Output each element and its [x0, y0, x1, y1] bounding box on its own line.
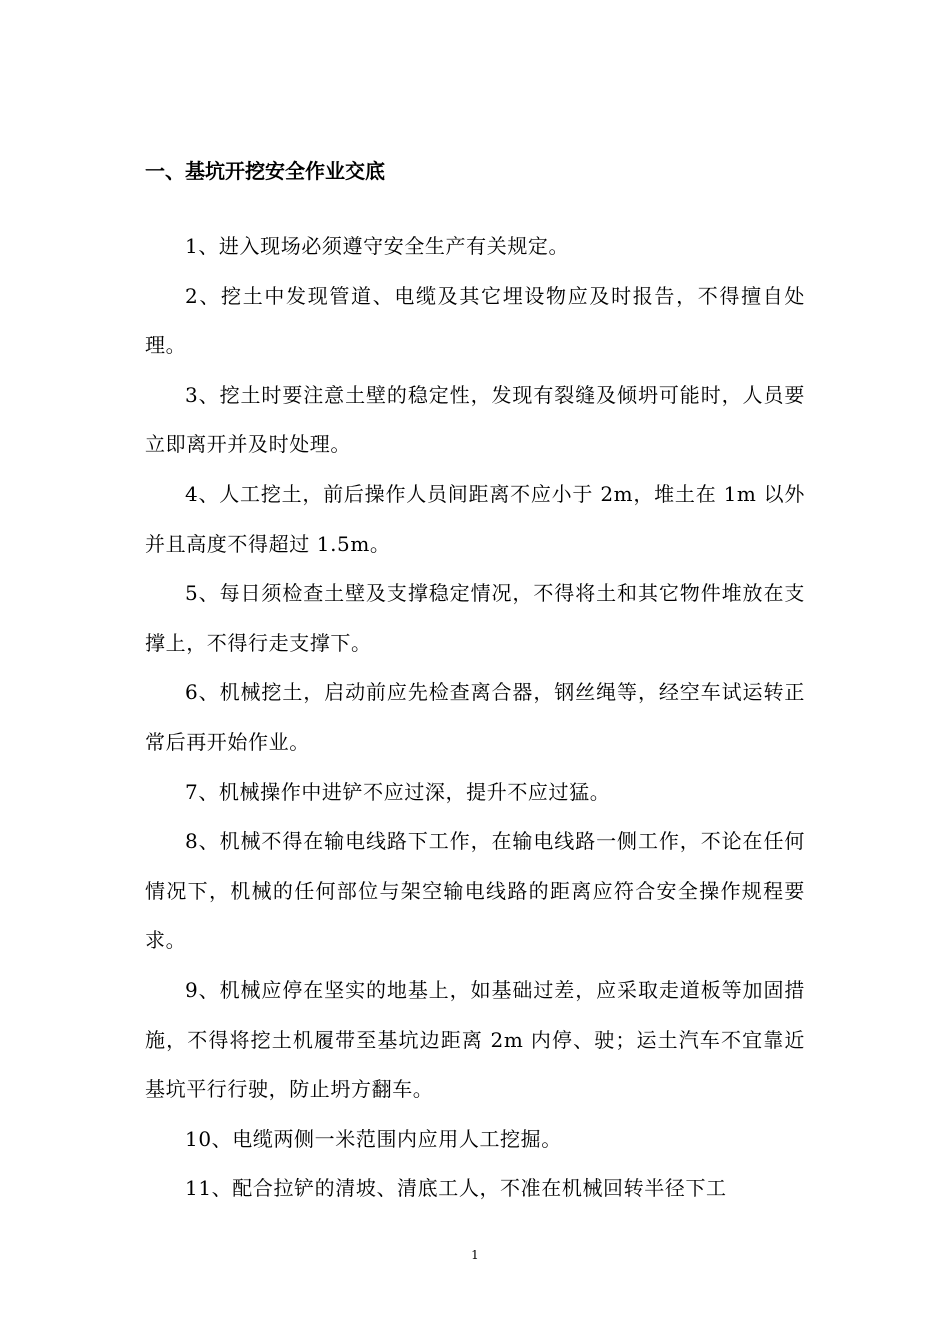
paragraph-10: 10、电缆两侧一米范围内应用人工挖掘。: [185, 1126, 562, 1151]
paragraph-4: 4、人工挖土，前后操作人员间距离不应小于 2m，堆土在 1m 以外并且高度不得超过 1.5m。: [145, 481, 805, 556]
page-number: 1: [471, 1248, 479, 1262]
paragraph-5: 5、每日须检查土壁及支撑稳定情况，不得将土和其它物件堆放在支撑上，不得行走支撑下。: [145, 581, 805, 655]
section-heading: 一、基坑开挖安全作业交底: [145, 159, 385, 183]
paragraph-1: 1、进入现场必须遵守安全生产有关规定。: [185, 234, 570, 258]
paragraph-3: 3、挖土时要注意土壁的稳定性，发现有裂缝及倾坍可能时，人员要立即离开并及时处理。: [145, 382, 805, 457]
paragraph-8: 8、机械不得在输电线路下工作，在输电线路一侧工作，不论在任何情况下，机械的任何部位与架空输电线路的距离应符合安全操作规程要求。: [145, 829, 805, 953]
paragraph-9: 9、机械应停在坚实的地基上，如基础过差，应采取走道板等加固措施，不得将挖土机履带至基坑边距离 2m 内停、驶；运土汽车不宜靠近基坑平行行驶，防止坍方翻车。: [145, 977, 805, 1102]
paragraph-6: 6、机械挖土，启动前应先检查离合器，钢丝绳等，经空车试运转正常后再开始作业。: [145, 680, 805, 754]
paragraph-7: 7、机械操作中进铲不应过深，提升不应过猛。: [185, 779, 611, 804]
paragraph-2: 2、挖土中发现管道、电缆及其它埋设物应及时报告，不得擅自处理。: [145, 283, 805, 358]
paragraph-11: 11、配合拉铲的清坡、清底工人，不准在机械回转半径下工: [185, 1176, 727, 1201]
body-text: [145, 222, 805, 1214]
